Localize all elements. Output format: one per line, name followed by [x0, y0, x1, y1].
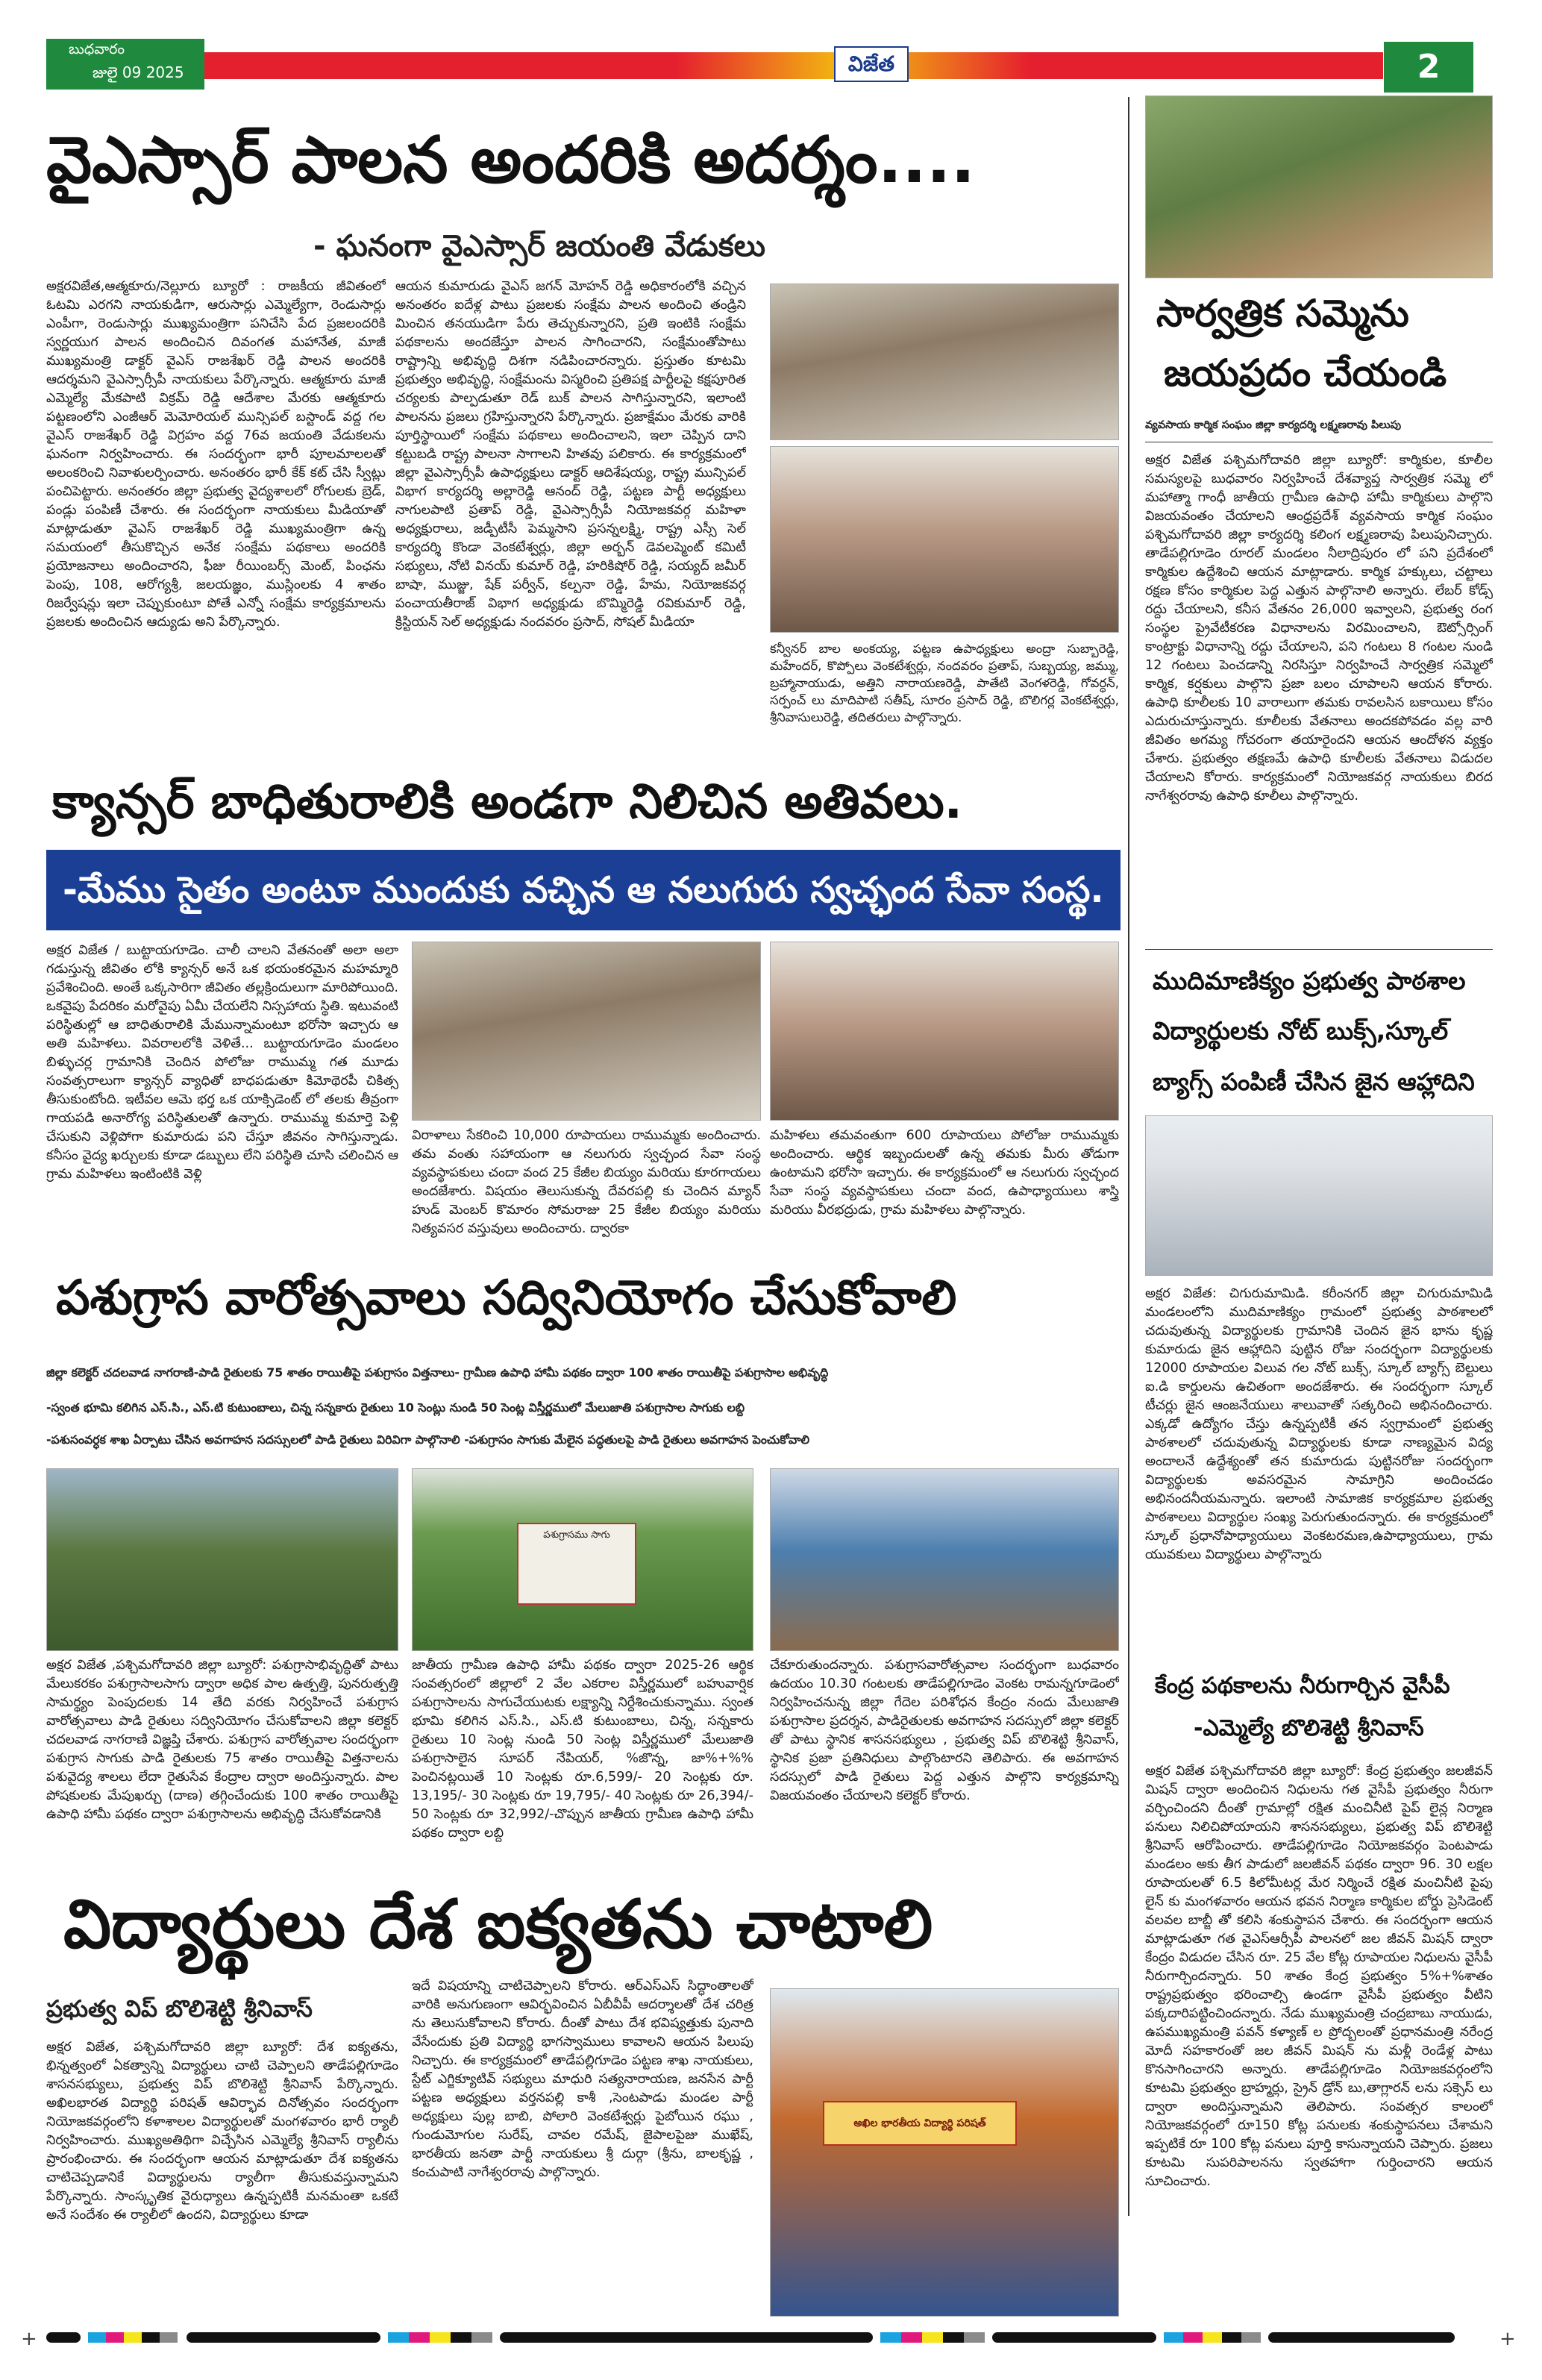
- date-label: జులై 09 2025: [93, 63, 184, 81]
- article3-sub3: -పశుసంవర్ధక శాఖ ఏర్పాటు చేసిన అవగాహన సదస్సులలో పాడి రైతులు విరివిగా పాల్గొనాలి -పశుగ్రాసం సాగుకు మేలైన పద్ధతులపై పాడి రైతులు అవగాహన పెంచుకోవాలి: [46, 1432, 810, 1447]
- article2-col1: అక్షర విజేత / బుట్టాయగూడెం. చాలీ చాలని వేతనంతో అలా అలా గడుస్తున్న జీవితం లోకి క్యాన్సర్ అనే ఒక భయంకరమైన మహమ్మారి ప్రవేశించింది. అంతే ఒక్కసారిగా జీవితం తల్లక్రిందులుగా మారిపోయింది. ఒకవైపు పేదరికం మరోవైపు ఏమీ చేయలేని నిస్సహాయ స్థితి. ఇటువంటి పరిస్థితుల్లో ఆ బాధితురాలికి మేమున్నామంటూ భరోసా ఇచ్చారు ఆ అతి మహిళలు. వివరాలలోకి వెళితే... బుట్టాయగూడెం మండలం బిళ్ళుచర్ల గ్రామానికి చెందిన పోలోజు రాముమ్మ గత మూడు సంవత్సరాలుగా క్యాన్సర్ వ్యాధితో బాధపడుతూ కిమోథెరపీ చికిత్స తీసుకుంటోంది. ఇటీవల ఆమె భర్త ఒక యాక్సిడెంట్ లో తలకు తీవ్రంగా గాయపడి అనారోగ్య పరిస్థితులతో ఉన్నారు. రాముమ్మ కుమార్తె పెళ్లి చేసుకుని వెళ్లిపోగా కుమారుడు పని చేస్తూ జీవనం సాగిస్తున్నాడు. కనీసం వైద్య ఖర్చులకు కూడా డబ్బులు లేని పరిస్థితి చూసి చలించిన ఆ గ్రామ మహిళలు ఇంటింటికి వెళ్లి: [46, 943, 398, 1182]
- newspaper-logo: విజేత: [834, 46, 909, 82]
- date-box: [46, 39, 204, 90]
- day-label: బుధవారం: [69, 41, 125, 57]
- article4-headline: విద్యార్థులు దేశ ఐక్యతను చాటాలి: [63, 1885, 933, 1964]
- print-registration-strip: [0, 2320, 1542, 2350]
- article3-col1: అక్షర విజేత ,పశ్చిమగోదావరి జిల్లా బ్యూరో: పశుగ్రాసాభివృద్ధితో పాటు మేలుకరకం పశుగ్రాసాలసాగు ద్వారా అధిక పాల ఉత్పత్తి, పునరుత్పత్తి సామర్థ్యం పెంపుదలకు 14 తేది వరకు నిర్వహించే పశుగ్రాస వారోత్సవాలు పాడి రైతులు సద్వినియోగం చేసుకోవాలని జిల్లా కలెక్టర్ చదలవాడ నాగరాణి విజ్ఞప్తి చేశారు. పశుగ్రాస వారోత్సవాల సందర్భంగా పశుగ్రాస సాగుకు పాడి రైతులకు 75 శాతం రాయితీపై విత్తనాలను పశువైద్య శాలలు లేదా రైతుసేవ కేంద్రాల ద్వారా అందిస్తున్నారు. పాల పోషకులకు మేపుఖర్చు (దాణ) తగ్గించేందుకు 100 శాతం రాయితీపై ఉపాధి హామీ పథకం ద్వారా పశుగ్రాసాలను అభివృద్ధి చేసుకోవడానికి: [46, 1658, 398, 1822]
- masthead-color-bar: [204, 52, 1383, 79]
- article1-photo-cake: [770, 284, 1119, 440]
- article1-subhead: - ఘనంగా వైఎస్సార్ జయంతి వేడుకలు: [313, 229, 765, 263]
- right2-body: అక్షర విజేత: చిగురుమామిడి. కరీంనగర్ జిల్లా చిగురుమామిడి మండలంలోని ముదిమాణిక్యం గ్రామంలో ప్రభుత్వ పాఠశాలలో చదువుతున్న విద్యార్థులకు గ్రామానికి చెందిన జైన భాను కృష్ణ కుమారుడు జైన ఆహ్లాదిని పుట్టిన రోజు సందర్భంగా విద్యార్థులకు 12000 రూపాయల విలువ గల నోట్ బుక్స్, స్కూల్ బ్యాగ్స్ బెల్టులు ఐ.డి కార్డులను ఉచితంగా అందజేశారు. ఈ సందర్భంగా స్కూల్ టీచర్లు జైన ఆంజనేయులు శాలువాతో సత్కరించి అభినందించారు. ఎక్కడో ఉద్యోగం చేస్తు ఉన్నప్పటికీ తన స్వగ్రామంలో ప్రభుత్వ పాఠశాలలో చదువుతున్న విద్యార్థులకు కూడా నాణ్యమైన విద్య అందాలనే ఉద్దేశ్యంతో తన కుమారుడు పుట్టినరోజు సందర్భంగా విద్యార్థులకు అవసరమైన సామాగ్రిని అందించడం అభినందనీయమన్నారు. ఇలాంటి సామాజిక కార్యక్రమాల ప్రభుత్వ పాఠశాలలు విద్యార్థుల సంఖ్య పెరుగుతుందన్నారు. ఈ కార్యక్రమంలో స్కూల్ ప్రధానోపాధ్యాయులు వెంకటరమణ,ఉపాధ్యాయులు, గ్రామ యువకులు విద్యార్థులు పాల్గొన్నారు: [1145, 1286, 1493, 1562]
- right1-body: అక్షర విజేత పశ్చిమగోదావరి జిల్లా బ్యూరో: కార్మికుల, కూలీల సమస్యలపై బుధవారం నిర్వహించే దేశవ్యాప్త సార్వత్రిక సమ్మె లో మహాత్మా గాంధీ జాతీయ గ్రామీణ ఉపాధి హామీ కార్మికులు పాల్గొని విజయవంతం చేయాలని ఆంధ్రప్రదేశ్ వ్యవసాయ కార్మిక సంఘం పశ్చిమగోదావరి జిల్లా కార్యదర్శి కలింగ లక్ష్మణరావు పిలుపునిచ్చారు. తాడేపల్లిగూడెం రూరల్ మండలం నీలాద్రిపురం లో పని ప్రదేశంలో కార్మికుల ఉద్దేశించి ఆయన మాట్లాడారు. కార్మిక హక్కులు, చట్టాలు రక్షణ కోసం కార్మికుల పెద్ద ఎత్తున పాల్గొనాలి అన్నారు. లేబర్ కోడ్స్ రద్దు చేయాలని, కనీస వేతనం 26,000 ఇవ్వాలని, ప్రభుత్వ రంగ సంస్థల ప్రైవేటీకరణ విధానాలను విరమించాలని, ఔట్సోర్సింగ్ కాంట్రాక్టు విధానాన్ని రద్దు చేయాలని, పని గంటలు 8 గంటల నుండి 12 గంటలు పెంచడాన్ని నిరసిస్తూ నిర్వహించే సార్వత్రిక సమ్మెలో కార్మిక, కర్షకులు పాల్గొని ప్రజా బలం చూపాలని ఆయన కోరారు. ఉపాధి కూలీలకు 10 వారాలుగా తమకు రావలసిన బకాయిలు కోసం ఎదురుచూస్తున్నారు. కూలీలకు వేతనాలు అందకపోవడం వల్ల వారి జీవితం అగమ్య గోచరంగా తయారైందని ఆయన ఆందోళన వ్యక్తం చేశారు. ప్రభుత్వం తక్షణమే ఉపాధి కూలీలకు వేతనాలు విడుదల చేయాలని కోరారు. కార్యక్రమంలో నియోజకవర్గ నాయకులు బిరద నాగేశ్వరరావు ఉపాధి కూలీలు పాల్గొన్నారు.: [1145, 453, 1493, 804]
- crosshair-left-icon: +: [21, 2328, 37, 2350]
- fodder-signboard: పశుగ్రాసము సాగు: [517, 1523, 636, 1605]
- article3-col2: జాతీయ గ్రామీణ ఉపాధి హామీ పథకం ద్వారా 2025-26 ఆర్థిక సంవత్సరంలో జిల్లాలో 2 వేల ఎకరాల విస్తీర్ణములో బహువార్షిక పశుగ్రాసాలను సాగుచేయుటకు లక్ష్యాన్ని నిర్దేశించుకున్నాము. స్వంత భూమి కలిగిన ఎస్.సి., ఎస్.టి కుటుంబాలు, చిన్న, సన్నకారు రైతులు 10 సెంట్ల నుండి 50 సెంట్ల విస్తీర్ణములో మేలుజాతి పశుగ్రాసాలైన సూపర్ నేపియర్, %జొన్న, జా%+%% పెంచినట్లయితే 10 సెంట్లకు రూ.6,599/- 20 సెంట్లకు రూ. 13,195/- 30 సెంట్లకు రూ 19,795/- 40 సెంట్లకు రూ 26,394/- 50 సెంట్లకు రూ 32,992/-చొప్పున జాతీయ గ్రామీణ ఉపాధి హామీ పథకం ద్వారా లబ్ది: [412, 1658, 753, 1841]
- rally-banner: అఖిల భారతీయ విద్యార్థి పరిషత్: [823, 2101, 1017, 2146]
- article3-photo-sign: [412, 1468, 753, 1651]
- right3-headline-1: కేంద్ర పథకాలను నీరుగార్చిన వైసీపీ: [1155, 1673, 1450, 1699]
- article3-photo-group: [770, 1468, 1119, 1651]
- column-divider: [1128, 97, 1129, 2216]
- article1-col1: అక్షరవిజేత,ఆత్మకూరు/నెల్లూరు బ్యూరో : రాజకీయ జీవితంలో ఓటమి ఎరగని నాయకుడిగా, ఆరుసార్లు ఎమ్మెల్యేగా, రెండుసార్లు ఎంపీగా, రెండుసార్లు ముఖ్యమంత్రిగా పనిచేసి పేద ప్రజలందరికి స్వర్ణయుగ పాలన అందించిన దివంగత మహానేత, మాజీ ముఖ్యమంత్రి డాక్టర్ వైఎస్ రాజశేఖర్ రెడ్డి పాలన అందరికి ఆదర్శమని వైఎస్సార్సీపీ నాయకులు పేర్కొన్నారు. ఆత్మకూరు మాజీ ఎమ్మెల్యే మేకపాటి విక్రమ్ రెడ్డి ఆదేశాల మేరకు ఆత్మకూరు పట్టణంలోని ఎంజీఆర్ మెమోరియల్ మున్సిపల్ బస్టాండ్ వద్ద గల వైఎస్ రాజశేఖర్ రెడ్డి విగ్రహం వద్ద 76వ జయంతి వేడుకలను ఘనంగా నిర్వహించారు. ఈ సందర్భంగా భారీ పూలమాలలతో అలంకరించి నివాళులర్పించారు. అనంతరం భారీ కేక్ కట్ చేసి స్వీట్లు పంచిపెట్టారు. అనంతరం జిల్లా ప్రభుత్వ వైద్యశాలలో రోగులకు బ్రెడ్, పండ్లు పంపిణీ చేశారు. ఈ సందర్భంగా నాయకులు మీడియాతో మాట్లాడుతూ వైఎస్ రాజశేఖర్ రెడ్డి ముఖ్యమంత్రిగా ఉన్న సమయంలో తీసుకొచ్చిన అనేక సంక్షేమ పథకాలు అందరికి ప్రయోజనాలు అందించారని, ఫీజు రీయింబర్స్ మెంట్, పింఛను పెంపు, 108, ఆరోగ్యశ్రీ, జలయజ్ఞం, ముస్లింలకు 4 శాతం రిజర్వేషన్లు ఇలా చెప్పుకుంటూ పోతే ఎన్నో సంక్షేమ కార్యక్రమాలను ప్రజలకు అందించిన ఆద్యుడు అని పేర్కొన్నారు.: [46, 279, 386, 630]
- article4-subhead: ప్రభుత్వ విప్ బొలిశెట్టి శ్రీనివాస్: [46, 1996, 313, 2023]
- right1-headline-1: సార్వత్రిక సమ్మెను: [1156, 292, 1409, 335]
- right2-rule: [1145, 949, 1493, 950]
- footer-color-bar-3: [880, 2332, 985, 2343]
- article2-photo-right: [770, 942, 1119, 1121]
- right2-photo: [1145, 1115, 1493, 1276]
- article1-caption: కన్వీనర్ బాల అంకయ్య, పట్టణ ఉపాధ్యక్షులు అంద్రా సుబ్బారెడ్డి, మహేందర్, కొప్పోలు వెంకటేశ్వర్లు, నందవరం ప్రతాప్, సుబ్బయ్య, జమ్ము, బ్రహ్మానాయుడు, అత్తిని నారాయణరెడ్డి, పాతేటి వెంగళరెడ్డి, గోవర్ధన్, సర్పంచ్ లు మాదిపాటి సతీష్, సూరం ప్రసాద్ రెడ్డి, బొలిగర్ల వెంకటేశ్వర్లు, శ్రీనివాసులురెడ్డి, తదితరులు పాల్గొన్నారు.: [770, 642, 1119, 724]
- right3-headline-2: -ఎమ్మెల్యే బొలిశెట్టి శ్రీనివాస్: [1194, 1715, 1424, 1741]
- article3-sub1: జిల్లా కలెక్టర్ చదలవాడ నాగరాణి-పాడి రైతులకు 75 శాతం రాయితీపై పశుగ్రాసం విత్తనాలు- గ్రామీణ ఉపాధి హామీ పథకం ద్వారా 100 శాతం రాయితీపై పశుగ్రాసాల అభివృద్ధి: [46, 1365, 829, 1380]
- article2-headline: క్యాన్సర్ బాధితురాలికి అండగా నిలిచిన అతివలు.: [52, 774, 962, 830]
- article4-photo-rally: [770, 1988, 1119, 2317]
- article2-banner: -మేము సైతం అంటూ ముందుకు వచ్చిన ఆ నలుగురు స్వచ్ఛంద సేవా సంస్థ.: [46, 850, 1121, 930]
- footer-black-bar-2: [187, 2332, 380, 2343]
- article1-headline: వైఎస్సార్ పాలన అందరికి అదర్శం....: [46, 123, 976, 198]
- footer-black-bar-5: [1268, 2332, 1455, 2343]
- article4-col1: అక్షర విజేత, పశ్చిమగోదావరి జిల్లా బ్యూరో: దేశ ఐక్యతను, భిన్నత్వంలో ఏకత్వాన్ని విద్యార్థులు చాటి చెప్పాలని తాడేపల్లిగూడెం శాసనసభ్యులు, ప్రభుత్వ విప్ బొలిశెట్టి శ్రీనివాస్ పేర్కొన్నారు. అఖిలభారత విద్యార్థి పరిషత్ ఆవిర్భావ దినోత్సవం సందర్భంగా నియోజకవర్గంలోని కళాశాలల విద్యార్థులతో మంగళవారం భారీ ర్యాలీ నిర్వహించారు. ముఖ్యఅతిథిగా విచ్చేసిన ఎమ్మెల్యే శ్రీనివాస్ ర్యాలీను ప్రారంభించారు. ఈ సందర్భంగా ఆయన మాట్లాడుతూ దేశ ఐక్యతను చాటిచెప్పడానికే విద్యార్థులను ర్యాలీగా తీసుకువస్తున్నామని పేర్కొన్నారు. సాంస్కృతిక వైరుధ్యాలు ఉన్నప్పటికీ మనమంతా ఒకటే అనే సందేశం ఈ ర్యాలీలో ఉందని, విద్యార్థులు కూడా: [46, 2040, 398, 2223]
- right1-subhead: వ్యవసాయ కార్మిక సంఘం జిల్లా కార్యదర్శి లక్ష్మణరావు పిలుపు: [1145, 419, 1402, 431]
- article3-sub2: -స్వంత భూమి కలిగిన ఎస్.సి., ఎస్.టి కుటుంబాలు, చిన్న సన్నకారు రైతులు 10 సెంట్లు నుండి 50 సెంట్ల విస్తీర్ణములో మేలుజాతి పశుగ్రాసాల సాగుకు లబ్ది: [46, 1400, 745, 1415]
- footer-black-bar-4: [992, 2332, 1156, 2343]
- article1-col2: ఆయన కుమారుడు వైఎస్ జగన్ మోహన్ రెడ్డి అధికారంలోకి వచ్చిన అనంతరం ఐదేళ్ల పాటు ప్రజలకు సంక్షేమ పాలన అందించి తండ్రిని మించిన తనయుడిగా పేరు తెచ్చుకున్నారని, ప్రతి ఇంటికి సంక్షేమ పథకాలను అందజేస్తూ పాలన సాగించారని, సంక్షేమంతోపాటు రాష్ట్రాన్ని అభివృద్ధి దిశగా నడిపించారన్నారు. ప్రస్తుతం కూటమి ప్రభుత్వం అభివృద్ధి, సంక్షేమంను విస్మరించి ప్రతిపక్ష పార్టీలపై కక్షపూరిత చర్యలకు పాల్పడుతూ రెడ్ బుక్ పాలన సాగిస్తున్నారని, ఇలాంటి పాలనను ప్రజలు గ్రహిస్తున్నారని పేర్కొన్నారు. ప్రజాక్షేమం మేరకు వారికి పూర్తిస్థాయిలో సంక్షేమ పథకాలు అందించాలని, ఇలా చెప్పిన దాని కట్టుబడి రాష్ట్ర పాలనా సాగాలని హితవు పలికారు. ఈ కార్యక్రమంలో జిల్లా వైఎస్సార్సీపీ ఉపాధ్యక్షులు డాక్టర్ ఆదిశేషయ్య, రాష్ట్ర మున్సిపల్ విభాగ కార్యదర్శి అల్లారెడ్డి ఆనంద్ రెడ్డి, పట్టణ పార్టీ అధ్యక్షులు నాగులపాటి ప్రతాప్ రెడ్డి, వైఎస్సార్సీపీ నియోజకవర్గ మహిళా అధ్యక్షురాలు, జడ్పీటీసీ పెమ్మసాని ప్రసన్నలక్ష్మి, రాష్ట్ర ఎస్సీ సెల్ కార్యదర్శి కొండా వెంకటేశ్వర్లు, జిల్లా అర్బన్ డెవలప్మెంట్ కమిటీ సభ్యులు, నోటి వినయ్ కుమార్ రెడ్డి, హరికిషోర్ రెడ్డి, సయ్యద్ జమీర్ బాషా, ముజ్జు, షేక్ పర్వీన్, కల్పనా రెడ్డి, హేమ, నియోజకవర్గ పంచాయతీరాజ్ విభాగ అధ్యక్షుడు బొమ్మిరెడ్డి రవికుమార్ రెడ్డి, క్రిస్టియన్ సెల్ అధ్యక్షుడు నందవరం ప్రసాద్, సోషల్ మీడియా: [395, 279, 746, 630]
- article4-col2: ఇదే విషయాన్ని చాటిచెప్పాలని కోరారు. ఆర్ఎస్ఎస్ సిద్ధాంతాలతో వారికి అనుగుణంగా ఆవిర్భవించిన ఏబీవీపీ ఆదర్శాలతో దేశ చరిత్ర ను తెలుసుకోవాలని కోరారు. దీంతో పాటు దేశ భవిష్యత్తుకు పునాది వేసేందుకు ప్రతి విద్యార్థి భాగస్వాములు కావాలని ఆయన పిలుపు నిచ్చారు. ఈ కార్యక్రమంలో తాడేపల్లిగూడెం పట్టణ శాఖ నాయకులు, స్టేట్ ఎగ్జిక్యూటివ్ సభ్యులు మాధురి సత్యనారాయణ, జనసేన పార్టీ పట్టణ అధ్యక్షులు వర్తనపల్లి కాశీ ,సెంటపాడు మండల పార్టీ అధ్యక్షులు పుల్ల బాబి, పోలారి వెంకటేశ్వర్లు పైబోయిన రఘు , గుండుమోగుల సురేష్, చావల రమేష్, జైపాలపైజు ముఖేష్, భారతీయ జనతా పార్టీ నాయకులు శ్రీ దుర్గా (శ్రీను, బాలకృష్ణ , కంచుపాటి నాగేశ్వరరావు పాల్గొన్నారు.: [412, 1979, 753, 2180]
- right1-headline-2: జయప్రదం చేయండి: [1164, 351, 1447, 395]
- page-number: 2: [1384, 42, 1473, 93]
- article1-photo-hospital: [770, 446, 1119, 633]
- article2-col2: విరాళాలు సేకరించి 10,000 రూపాయలు రాముమ్మకు అందించారు. తమ వంతు సహాయంగా ఆ నలుగురు స్వచ్ఛంద సేవా సంస్థ వ్యవస్థాపకులు చందా వంద 25 కేజీల బియ్యం మరియు కూరగాయలు అందజేశారు. విషయం తెలుసుకున్న దేవరపల్లి కు చెందిన మ్యాన్ హుడ్ మెంబర్ కొమారం సోమరాజు 25 కేజీల బియ్యం మరియు నిత్యవసర వస్తువులు అందించారు. ద్వారకా: [412, 1128, 761, 1236]
- article2-photo-left: [412, 942, 761, 1121]
- footer-color-bar-2: [388, 2332, 492, 2343]
- article3-col3: చేకూరుతుందన్నారు. పశుగ్రాసవారోత్సవాల సందర్భంగా బుధవారం ఉదయం 10.30 గంటలకు తాడేపల్లిగూడెం వెంకట రామన్నగూడెంలో నిర్వహించనున్న జిల్లా గేదెల పరిశోధన కేంద్రం నందు మేలుజాతి పశుగ్రాసాల ప్రదర్శన, పాడిరైతులకు అవగాహన సదస్సులో జిల్లా కలెక్టర్ తో పాటు స్థానిక శాసనసభ్యులు , ప్రభుత్వ విప్ బొలిశెట్టి శ్రీనివాస్, స్థానిక ప్రజా ప్రతినిధులు పాల్గొంటారని తెలిపారు. ఈ అవగాహన సదస్సులో పాడి రైతులు పెద్ద ఎత్తున పాల్గొని కార్యక్రమాన్ని విజయవంతం చేయాలని కలెక్టర్ కోరారు.: [770, 1658, 1119, 1803]
- article2-col3: మహిళలు తమవంతుగా 600 రూపాయలు పోలోజు రాముమ్మకు అందించారు. ఆర్థిక ఇబ్బందులతో ఉన్న తమకు మీరు తోడుగా ఉంటామని భరోసా ఇచ్చారు. ఈ కార్యక్రమంలో ఆ నలుగురు స్వచ్ఛంద సేవా సంస్థ వ్యవస్థాపకులు చందా వంద, ఉపాధ్యాయులు శాస్త్రి మరియు వీరభద్రుడు, గ్రామ మహిళలు పాల్గొన్నారు.: [770, 1128, 1119, 1218]
- footer-color-bar-1: [88, 2332, 178, 2343]
- right1-photo: [1145, 95, 1493, 278]
- right2-headline-2: విద్యార్థులకు నోట్ బుక్స్,స్కూల్: [1153, 1016, 1449, 1045]
- article3-headline: పశుగ్రాస వారోత్సవాలు సద్వినియోగం చేసుకోవాలి: [56, 1271, 957, 1326]
- right3-body: అక్షర విజేత పశ్చిమగోదావరి జిల్లా బ్యూరో: కేంద్ర ప్రభుత్వం జలజీవన్ మిషన్ ద్వారా అందించిన నిధులను గత వైసీపీ ప్రభుత్వం నీరుగా వర్చించిందని దీంతో గ్రామాల్లో రక్షిత మంచినీటి పైప్ లైన్ల నిర్మాణ పనులు నిలిచిపోయాయని శాసనసభ్యులు, ప్రభుత్వ విప్ బొలిశెట్టి శ్రీనివాస్ ఆరోపించారు. తాడేపల్లిగూడెం నియోజకవర్గం పెంటపాడు మండలం అకు తీగ పాడులో జలజీవన్ పథకం ద్వారా 96. 30 లక్షల రూపాయలతో 6.5 కిలోమీటర్ల మేర నిర్మించే రక్షిత మంచినీటి పైపు లైన్ కు మంగళవారం ఆయన భవన నిర్మాణ కార్మికుల బోర్డు ప్రెసిడెంట్ వలవల బాబ్జీ తో కలిసి శంకుస్థాపన చేశారు. ఈ సందర్భంగా ఆయన మాట్లాడుతూ గత వైఎస్ఆర్సీపీ పాలనలో జల జీవన్ మిషన్ ద్వారా కేంద్రం విడుదల చేసిన రూ. 25 వేల కోట్ల రూపాయల నిధులను వైసీపీ నీరుగార్చిందన్నారు. 50 శాతం కేంద్ర ప్రభుత్వం 5%+%శాతం రాష్ట్రప్రభుత్వం భరించాల్సి ఉండగా వైసీపీ ప్రభుత్వం వీటిని పక్కదారిపట్టించిందన్నారు. నేడు ముఖ్యమంత్రి చంద్రబాబు నాయుడు, ఉపముఖ్యమంత్రి పవన్ కళ్యాణ్ ల ప్రోద్బలంతో ప్రధానమంత్రి నరేంద్ర మోదీ సహకారంతో జల జీవన్ మిషన్ ను మళ్లీ రెండేళ్ల పాటు కొనసాగించారని అన్నారు. తాడేపల్లిగూడెం నియోజకవర్గంలోని కూటమి ప్రభుత్వం బ్రాహ్మర్లు, స్రైన్ డ్రోన్ బు,తాగ్లారన్ లను సక్సెస్ లు ద్వారా అందిస్తున్నామని తెలిపారు. సంవత్సర కాలంలో నియోజకవర్గంలో రూ150 కోట్ల పనులకు శంకుస్థాపనలు చేశామని ఇప్పటికే రూ 100 కోట్ల పనులు పూర్తి కాసున్నాయని చెప్పారు. ప్రజలు కూటమి సుపరిపాలనను స్వతహాగా గుర్తించారని ఆయన సూచించారు.: [1145, 1764, 1493, 2189]
- footer-color-bar-4: [1164, 2332, 1261, 2343]
- footer-black-bar-1: [46, 2332, 81, 2343]
- article3-photo-field: [46, 1468, 398, 1651]
- right2-headline-1: ముదిమాణిక్యం ప్రభుత్వ పాఠశాల: [1153, 966, 1466, 995]
- right2-headline-3: బ్యాగ్స్ పంపిణీ చేసిన జైన ఆహ్లాదిని: [1153, 1068, 1475, 1096]
- footer-black-bar-3: [500, 2332, 873, 2343]
- crosshair-right-icon: +: [1499, 2328, 1516, 2350]
